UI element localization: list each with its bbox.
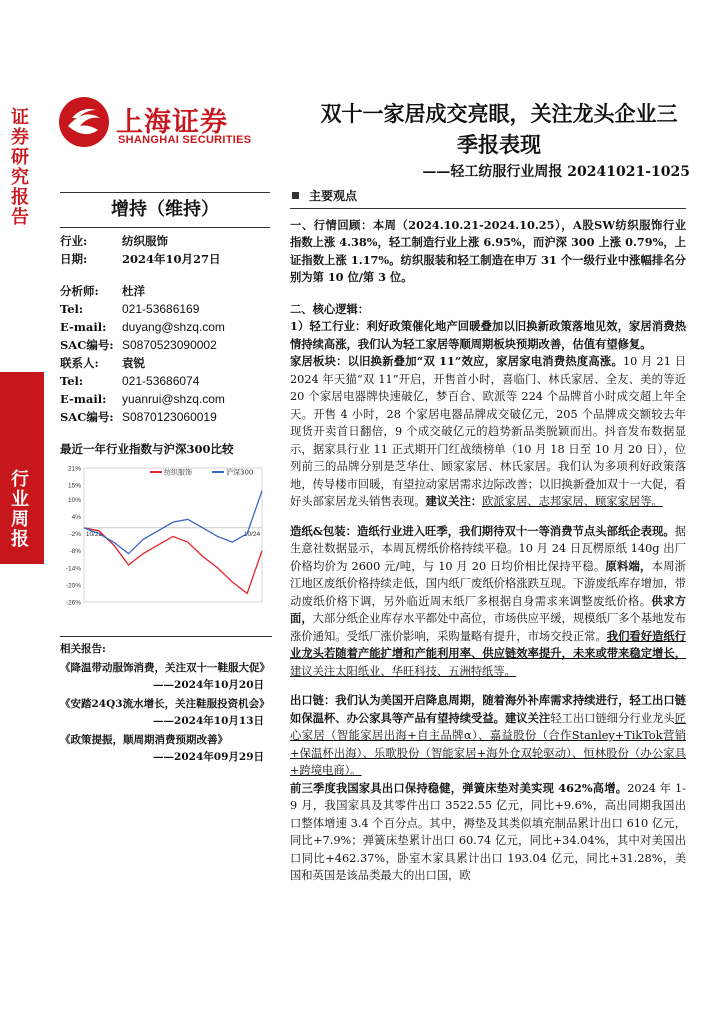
main-content [290, 188, 686, 885]
related-reports [60, 636, 272, 768]
y-tick-label: -14% [65, 565, 81, 573]
light-industry-paragraph: 1）轻工行业：利好政策催化地产回暖叠加以旧换新政策落地见效，家居消费热情持续高涨，我们认为轻工家居等顺周期板块预期改善，估值有望修复。 [290, 319, 686, 351]
info-row [60, 372, 225, 390]
index-comparison-chart [58, 460, 270, 610]
info-value: S0870123060019 [122, 410, 217, 424]
x-tick-label: 10/23 [85, 530, 103, 538]
export-chain-paragraph: 出口链：我们认为美国开启降息周期，随着海外补库需求持续进行，轻工出口链如保温杯、办公家具等产品有望持续受益。建议关注轻工出口链细分行业龙头匠心家居（智能家居出海+自主品牌α）、嘉益股份（合作Stanley+TikTok营销+保温杯出海）、乐歌股份（智能家居+海外仓双轮驱动）、恒林股份（办公家具+跨境电商）。 [290, 693, 686, 777]
sidebar-char: 行 [11, 469, 29, 490]
y-tick-label: -2% [69, 531, 81, 539]
info-row [60, 336, 225, 354]
info-key: E-mail: [60, 392, 107, 406]
related-report-title: 《降温带动服饰消费，关注双十一鞋服大促》 [60, 662, 270, 674]
market-review-paragraph: 一、行情回顾：本周（2024.10.21-2024.10.25），A股SW纺织服饰行业指数上涨 4.38%，轻工制造行业上涨 6.95%，而沪深 300 上涨 0.79%，上证指数上涨 1.17%。纺织服装和轻工制造在申万 31 个一级行业中涨幅排名分别为第 10 位/第 3 位。 [290, 217, 686, 284]
logo-text-en: SHANGHAI SECURITIES [118, 134, 252, 146]
info-row [60, 250, 221, 268]
info-key: 日期: [60, 252, 88, 266]
info-key: 分析师: [60, 284, 99, 298]
info-value: 021-53686074 [122, 374, 200, 388]
industry-info [60, 232, 221, 268]
report-title [290, 98, 708, 160]
info-key: SAC编号: [60, 338, 114, 352]
x-tick-label: 10/24 [243, 530, 261, 538]
info-key: E-mail: [60, 320, 107, 334]
legend-label: 沪深300 [226, 468, 254, 477]
company-logo [58, 96, 254, 152]
info-row [60, 354, 225, 372]
core-logic-heading: 二、核心逻辑： [290, 301, 370, 316]
info-key: Tel: [60, 302, 84, 316]
legend-label: 纺织服饰 [164, 468, 192, 477]
info-key: SAC编号: [60, 410, 114, 424]
info-row [60, 232, 221, 250]
y-tick-label: -8% [69, 548, 81, 556]
info-value: 杜洋 [122, 284, 145, 298]
section-heading-main: 主要观点 [290, 188, 686, 209]
sidebar-label-weekly [6, 470, 34, 550]
sidebar-char: 告 [11, 207, 29, 228]
report-subtitle: ——轻工纺服行业周报 20241021-1025 [422, 164, 690, 180]
related-report-date: ——2024年10月13日 [153, 715, 264, 727]
sidebar-char: 证 [11, 107, 29, 128]
y-tick-label: -20% [65, 582, 81, 590]
series-line-csi300 [84, 491, 262, 554]
related-report-title: 《安踏24Q3流水增长，关注鞋服投资机会》 [60, 698, 270, 710]
series-line-textile [84, 528, 262, 594]
y-tick-label: 10% [67, 496, 81, 504]
info-key: Tel: [60, 374, 84, 388]
info-value: 021-53686169 [122, 302, 200, 316]
info-row [60, 318, 225, 336]
y-tick-label: 4% [71, 513, 81, 521]
sidebar-char: 券 [11, 127, 29, 148]
info-value: 袁锐 [122, 356, 145, 370]
info-row [60, 390, 225, 408]
paper-packaging-paragraph: 造纸&包装：造纸行业进入旺季，我们期待双十一等消费节点头部纸企表现。据生意社数据显示，本周瓦楞纸价格持续平稳。10 月 24 日瓦楞原纸 140g 出厂价格均价为 2600 元/吨，与 10 月 20 日均价相比保持平稳。原料端，本周浙江地区废纸价格持续走低，国内纸厂废纸价格涨跌互现。下游废纸库存增加，带动废纸价格下调，另外临近周末纸厂多根据自身需求来调整废纸价格。供求方面，大部分纸企业库存水平都处中高位，市场供应平缓，规模纸厂多个基地发布涨价通知。受纸厂涨价影响，采购量略有提升，市场交投正常。我们看好造纸行业龙头若随着产能扩增和产能利用率、供应链效率提升，未来或带来稳定增长，建议关注太阳纸业、华旺科技、五洲特纸等。 [290, 523, 686, 678]
sidebar-char: 究 [11, 167, 29, 188]
export-stats-paragraph: 前三季度我国家具出口保持稳健，弹簧床垫对美实现 462%高增。2024 年 1-9 月，我国家具及其零件出口 3522.55 亿元，同比+9.6%，高出同期我国出口整体增速 3.4 个百分点。其中，褥垫及其类似填充制品累计出口 610 亿元，同比+7.9%；弹簧床垫累计出口 60.74 亿元，同比+34.04%，其中对美国出口同比+462.37%，卧室木家具累计出口 193.04 亿元，同比+31.28%，美国和英国是该品类最大的出口国，欧 [290, 780, 686, 882]
sidebar-char: 报 [11, 187, 29, 208]
chart-frame [84, 468, 262, 602]
rating-box: 增持（维持） [60, 192, 270, 228]
related-reports-heading: 相关报告: [60, 643, 106, 655]
related-report-date: ——2024年09月29日 [153, 751, 264, 763]
sidebar-char: 周 [11, 509, 29, 530]
sidebar-char: 报 [11, 529, 29, 550]
related-report-title: 《政策提振，顺周期消费预期改善》 [60, 734, 228, 746]
y-tick-label: 21% [67, 465, 81, 473]
info-key: 联系人: [60, 356, 99, 370]
report-title-line2: 季报表现 [457, 132, 541, 157]
info-value: 纺织服饰 [122, 234, 168, 248]
sidebar-char: 研 [11, 147, 29, 168]
analyst-info [60, 282, 225, 426]
info-key: 行业: [60, 234, 88, 248]
related-report-date: ——2024年10月20日 [153, 679, 264, 691]
info-value: yuanrui@shzq.com [122, 392, 225, 406]
info-value: duyang@shzq.com [122, 320, 225, 334]
info-row [60, 408, 225, 426]
square-bullet-icon [292, 192, 299, 199]
info-value: S0870523090002 [122, 338, 217, 352]
chart-title: 最近一年行业指数与沪深300比较 [60, 442, 234, 456]
y-tick-label: 15% [67, 482, 81, 490]
sidebar-label-report-type [6, 108, 34, 228]
related-report-item[interactable] [60, 696, 272, 730]
y-tick-label: -26% [65, 599, 81, 607]
home-furnishing-paragraph: 家居板块：以旧换新叠加“双 11”效应，家居家电消费热度高涨。10 月 21 日 2024 年天猫“双 11”开启，开售首小时，喜临门、林氏家居、全友、美的等近 20 个家居电器牌快速破亿，梦百合、欧派等 224 个品牌首小时成交超上年全天。开售 4 小时，28 个家居电器品牌成交破亿元，205 个品牌成交额较去年现货开卖首日翻倍，9 个成交破亿元的趋势新品类脱颖而出。抖音发布数据显示，据家具行业 11 正式期开门红战绩榜单（10 月 18 日至 10 月 20 日），位列前三的品牌分别是芝华仕、顾家家居、林氏家居。我们认为多项利好政策落地，传导楼市回暖，有望拉动家居需求边际改善；以旧换新叠加双十一大促，看好头部家居龙头销售表现。建议关注：欧派家居、志邦家居、顾家家居等。 [290, 354, 686, 508]
info-row [60, 282, 225, 300]
sidebar-char: 业 [11, 489, 29, 510]
logo-mark-icon [58, 96, 110, 148]
info-row [60, 300, 225, 318]
info-value: 2024年10月27日 [122, 252, 221, 266]
related-report-item[interactable] [60, 660, 272, 694]
logo-text-cn: 上海证券 [116, 107, 228, 138]
report-title-line1: 双十一家居成交亮眼，关注龙头企业三 [320, 101, 678, 126]
related-report-item[interactable] [60, 732, 272, 766]
